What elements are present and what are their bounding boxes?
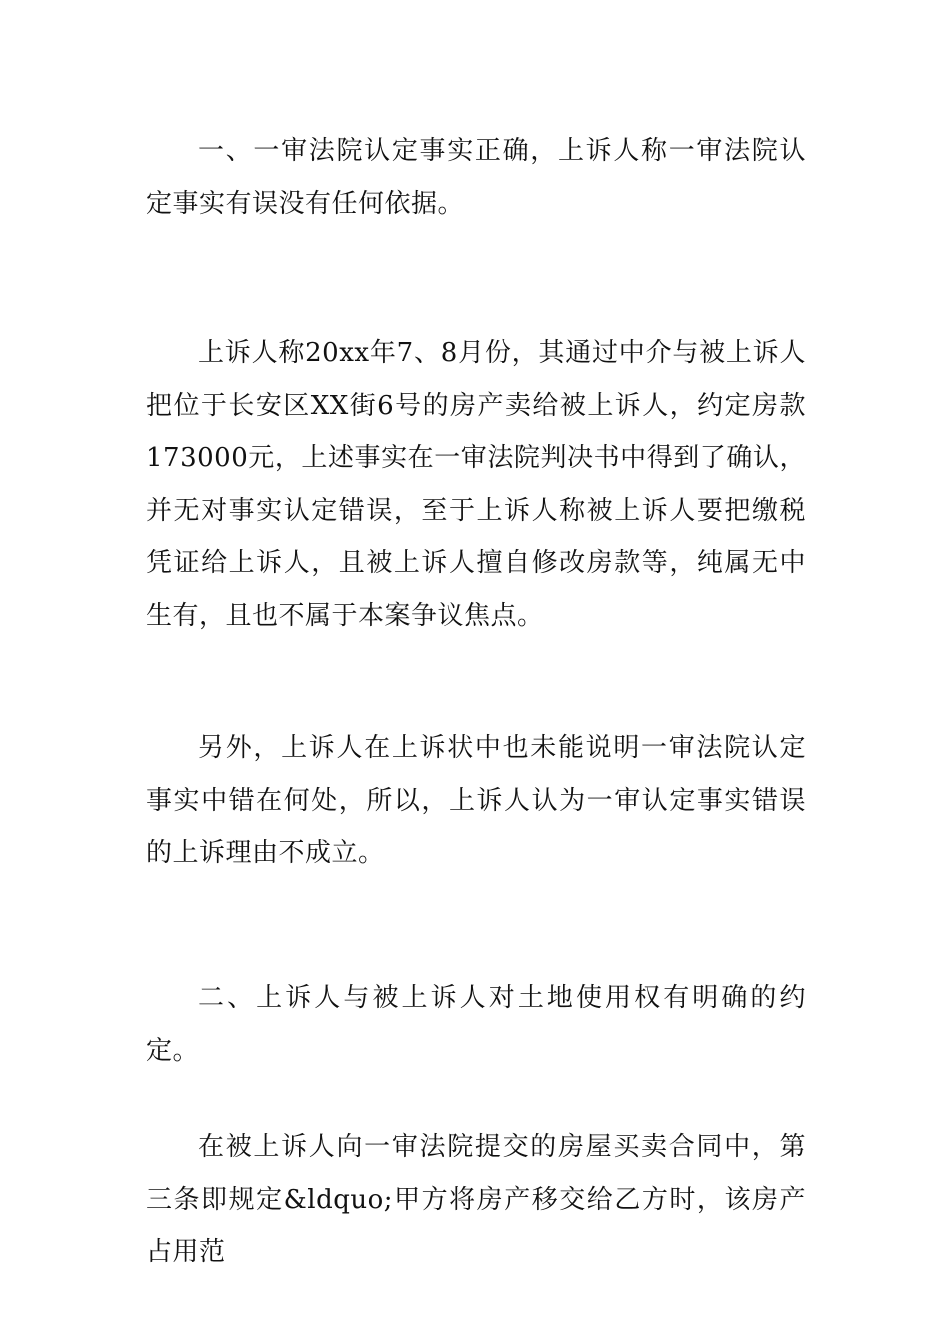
paragraph-appeal-reason: 另外，上诉人在上诉状中也未能说明一审法院认定事实中错在何处，所以，上诉人认为一审认定事实错误的上诉理由不成立。 (146, 733, 806, 868)
paragraph-sale-facts: 上诉人称20xx年7、8月份，其通过中介与被上诉人把位于长安区XX街6号的房产卖给被上诉人，约定房款173000元，上述事实在一审法院判决书中得到了确认，并无对事实认定错误，至于上诉人称被上诉人要把缴税凭证给上诉人，且被上诉人擅自修改房款等，纯属无中生有，且也不属于本案争议焦点。 (146, 338, 806, 631)
paragraph-point-one-heading: 一、一审法院认定事实正确，上诉人称一审法院认定事实有误没有任何依据。 (146, 136, 806, 219)
paragraph-contract-clause: 在被上诉人向一审法院提交的房屋买卖合同中，第三条即规定&ldquo;甲方将房产移交给乙方时，该房产占用范 (146, 1132, 806, 1267)
paragraph-point-two-heading: 二、上诉人与被上诉人对土地使用权有明确的约定。 (146, 983, 806, 1066)
